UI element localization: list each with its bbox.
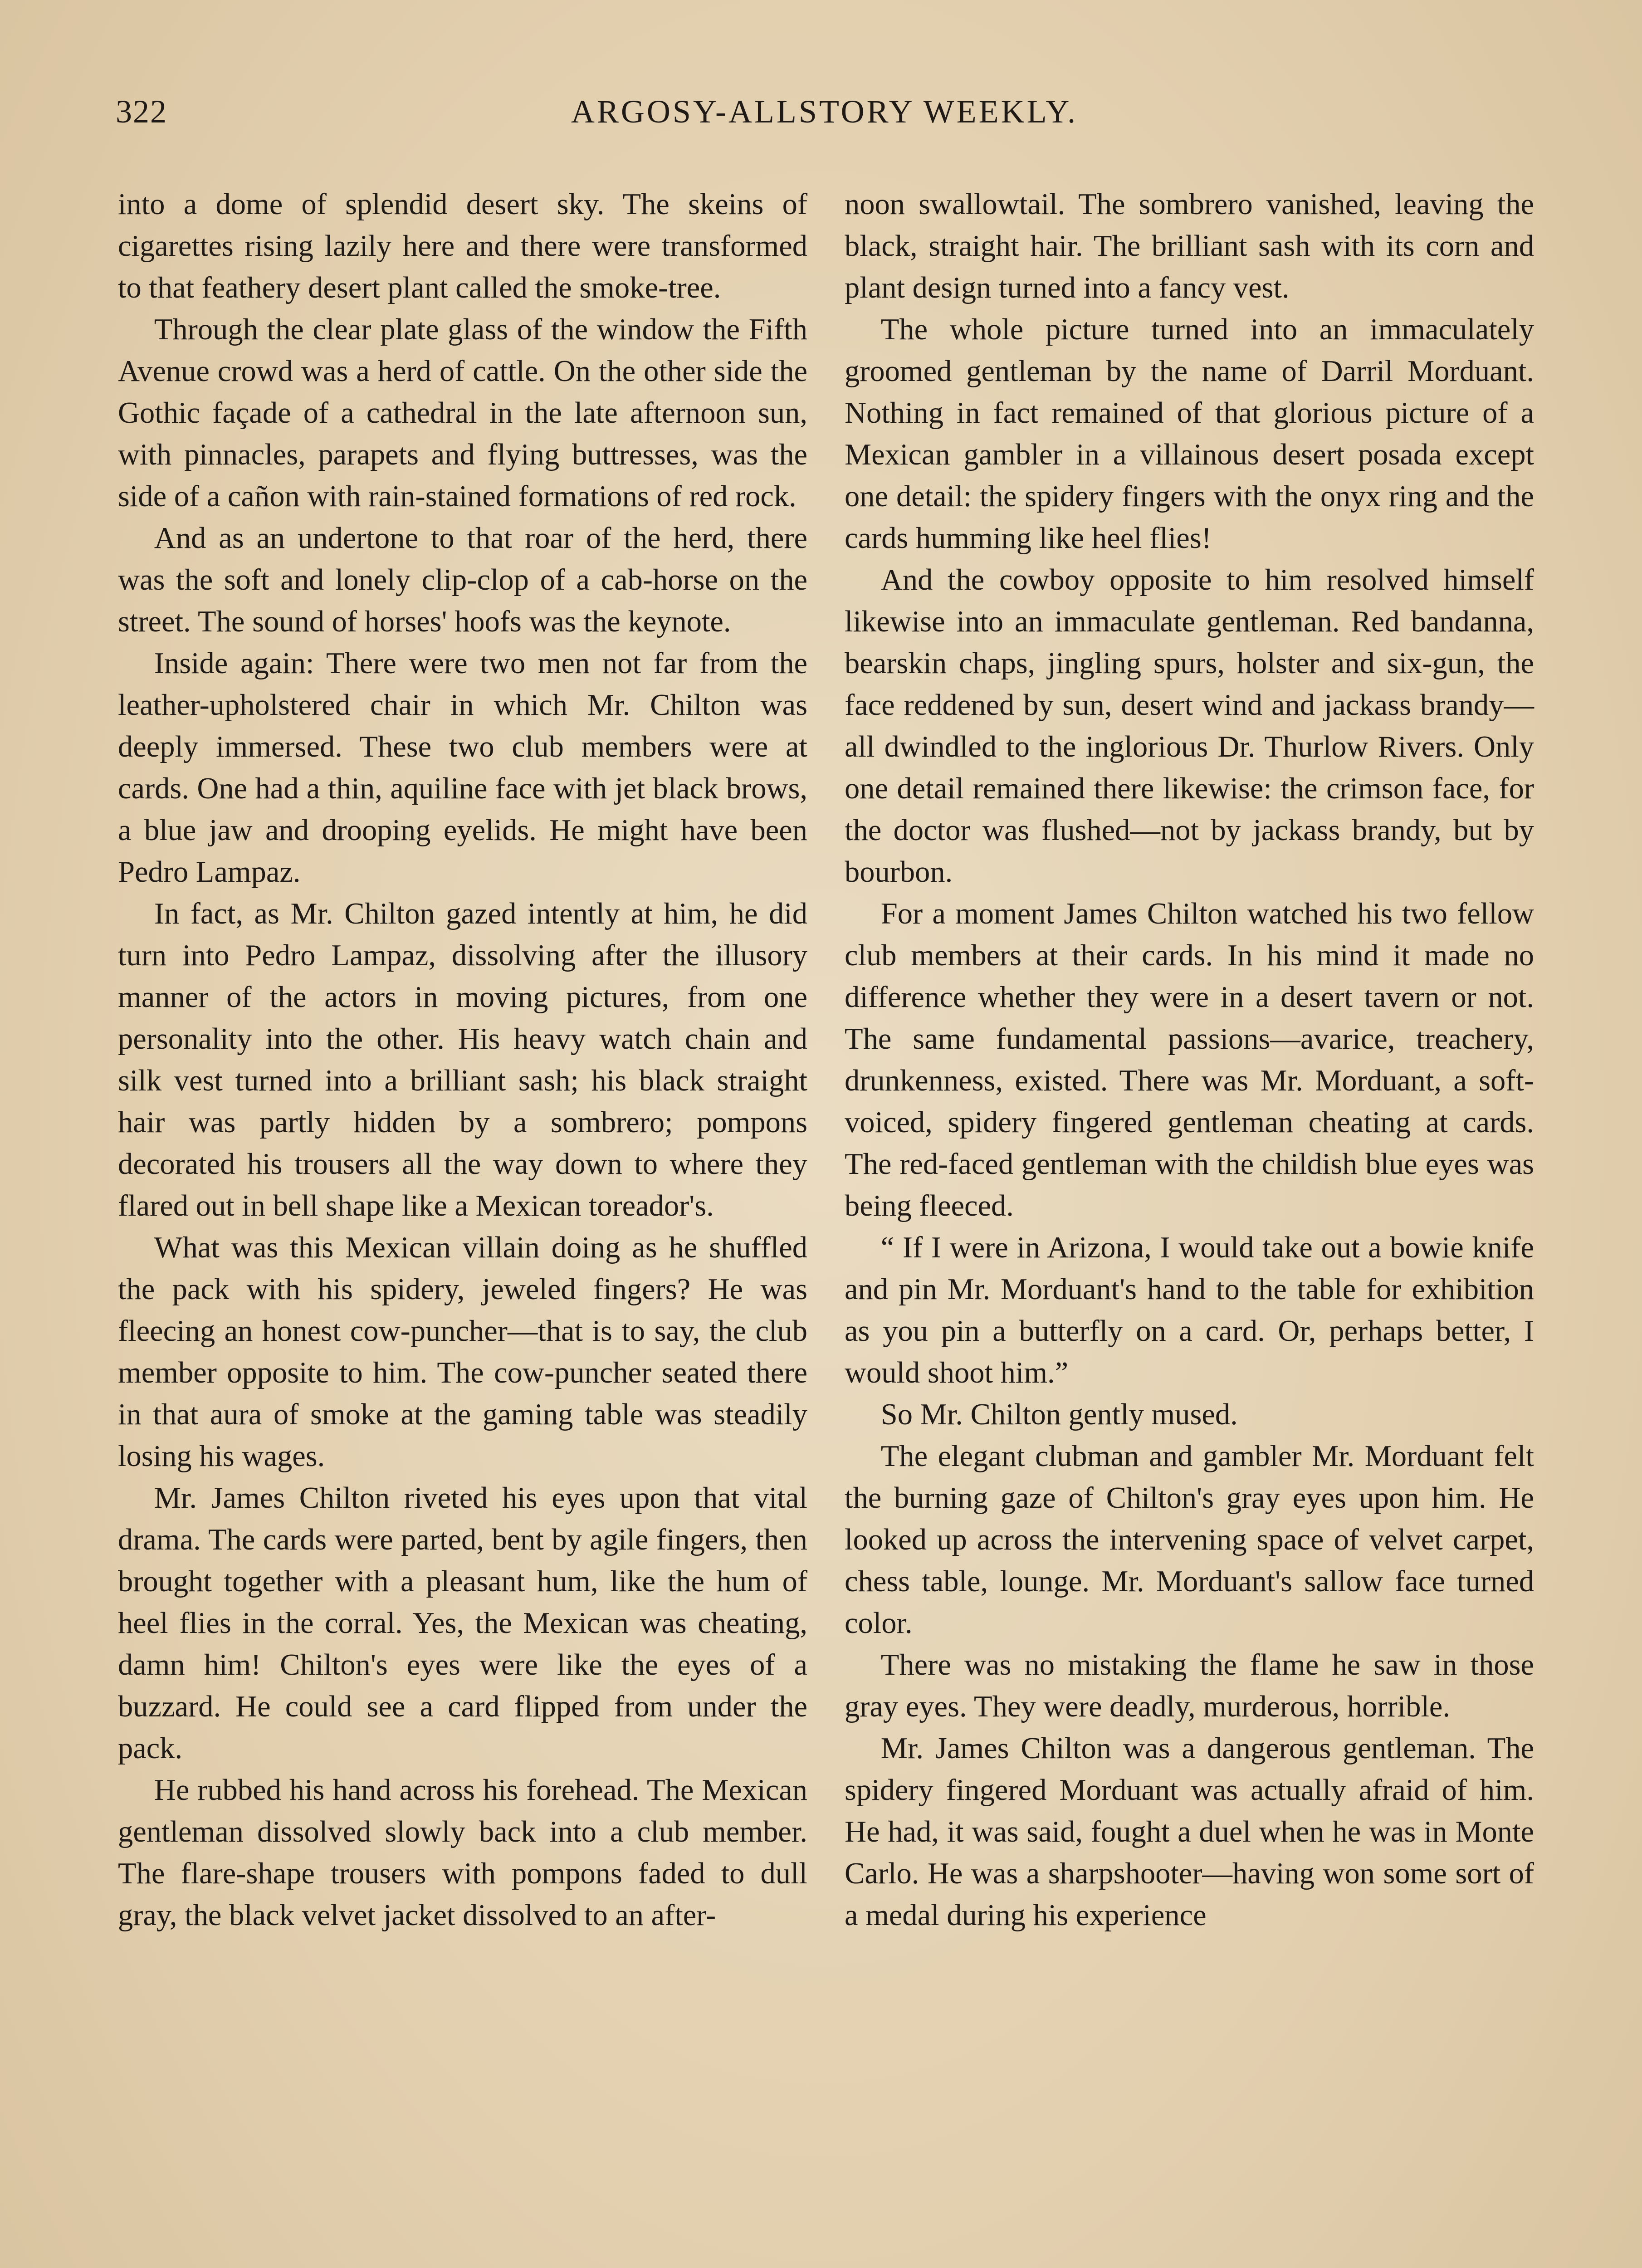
paragraph: The elegant clubman and gambler Mr. Morduant felt the burning gaze of Chilton's gray eyes upon him. He looked up across the intervening space of velvet carpet, chess table, lounge. Mr. Morduant's sallow face turned color. xyxy=(845,1440,1534,1640)
right-column xyxy=(845,184,1534,1936)
paragraph: “ If I were in Arizona, I would take out a bowie knife and pin Mr. Morduant's hand to the table for exhibition as you pin a butterfly on a card. Or, perhaps better, I would shoot him.” xyxy=(845,1231,1534,1389)
paragraph: noon swallowtail. The sombrero vanished, leaving the black, straight hair. The brilliant sash with its corn and plant design turned into a fancy vest. xyxy=(845,188,1534,304)
left-column xyxy=(118,184,807,1936)
paragraph: And the cowboy opposite to him resolved himself likewise into an immaculate gentleman. Red bandanna, bearskin chaps, jingling spurs, holster and six-gun, the face reddened by sun, desert wind and jackass brandy—all dwindled to the inglorious Dr. Thurlow Rivers. Only one detail remained there likewise: the crimson face, for the doctor was flushed—not by jackass brandy, but by bourbon. xyxy=(845,563,1534,889)
paragraph: Through the clear plate glass of the window the Fifth Avenue crowd was a herd of cattle. On the other side the Gothic façade of a cathedral in the late afternoon sun, with pinnacles, parapets and flying buttresses, was the side of a cañon with rain-stained formations of red rock. xyxy=(118,313,807,513)
paragraph: into a dome of splendid desert sky. The skeins of cigarettes rising lazily here and there were transformed to that feathery desert plant called the smoke-tree. xyxy=(118,188,807,304)
paragraph: He rubbed his hand across his forehead. The Mexican gentleman dissolved slowly back into a club member. The flare-shape trousers with pompons faded to dull gray, the black velvet jacket dissolved to an after- xyxy=(118,1774,807,1932)
page-header xyxy=(116,93,1533,143)
paragraph: The whole picture turned into an immaculately groomed gentleman by the name of Darril Morduant. Nothing in fact remained of that glorious picture of a Mexican gambler in a villainous desert posada except one detail: the spidery fingers with the onyx ring and the cards humming like heel flies! xyxy=(845,313,1534,555)
paragraph: In fact, as Mr. Chilton gazed intently at him, he did turn into Pedro Lampaz, dissolving after the illusory manner of the actors in moving pictures, from one personality into the other. His heavy watch chain and silk vest turned into a brilliant sash; his black straight hair was partly hidden by a sombrero; pompons decorated his trousers all the way down to where they flared out in bell shape like a Mexican toreador's. xyxy=(118,897,807,1222)
running-title: ARGOSY-ALLSTORY WEEKLY. xyxy=(571,93,1078,130)
paragraph: What was this Mexican villain doing as he shuffled the pack with his spidery, jeweled fingers? He was fleecing an honest cow-puncher—that is to say, the club member opposite to him. The cow-puncher seated there in that aura of smoke at the gaming table was steadily losing his wages. xyxy=(118,1231,807,1473)
paragraph: Mr. James Chilton riveted his eyes upon that vital drama. The cards were parted, bent by agile fingers, then brought together with a pleasant hum, like the hum of heel flies in the corral. Yes, the Mexican was cheating, damn him! Chilton's eyes were like the eyes of a buzzard. He could see a card flipped from under the pack. xyxy=(118,1481,807,1765)
paragraph: So Mr. Chilton gently mused. xyxy=(880,1398,1238,1431)
paragraph: For a moment James Chilton watched his two fellow club members at their cards. In his mind it made no difference whether they were in a desert tavern or not. The same fundamental passions—avarice, treachery, drunkenness, existed. There was Mr. Morduant, a soft-voiced, spidery fingered gentleman cheating at cards. The red-faced gentleman with the childish blue eyes was being fleeced. xyxy=(845,897,1534,1222)
paragraph: Mr. James Chilton was a dangerous gentleman. The spidery fingered Morduant was actually afraid of him. He had, it was said, fought a duel when he was in Monte Carlo. He was a sharpshooter—having won some sort of a medal during his experience xyxy=(845,1732,1534,1932)
paragraph: And as an undertone to that roar of the herd, there was the soft and lonely clip-clop of a cab-horse on the street. The sound of horses' hoofs was the keynote. xyxy=(118,522,807,638)
page-number: 322 xyxy=(116,93,167,130)
paragraph: There was no mistaking the flame he saw in those gray eyes. They were deadly, murderous, horrible. xyxy=(845,1648,1534,1723)
paragraph: Inside again: There were two men not far from the leather-upholstered chair in which Mr. Chilton was deeply immersed. These two club members were at cards. One had a thin, aquiline face with jet black brows, a blue jaw and drooping eyelids. He might have been Pedro Lampaz. xyxy=(118,647,807,889)
